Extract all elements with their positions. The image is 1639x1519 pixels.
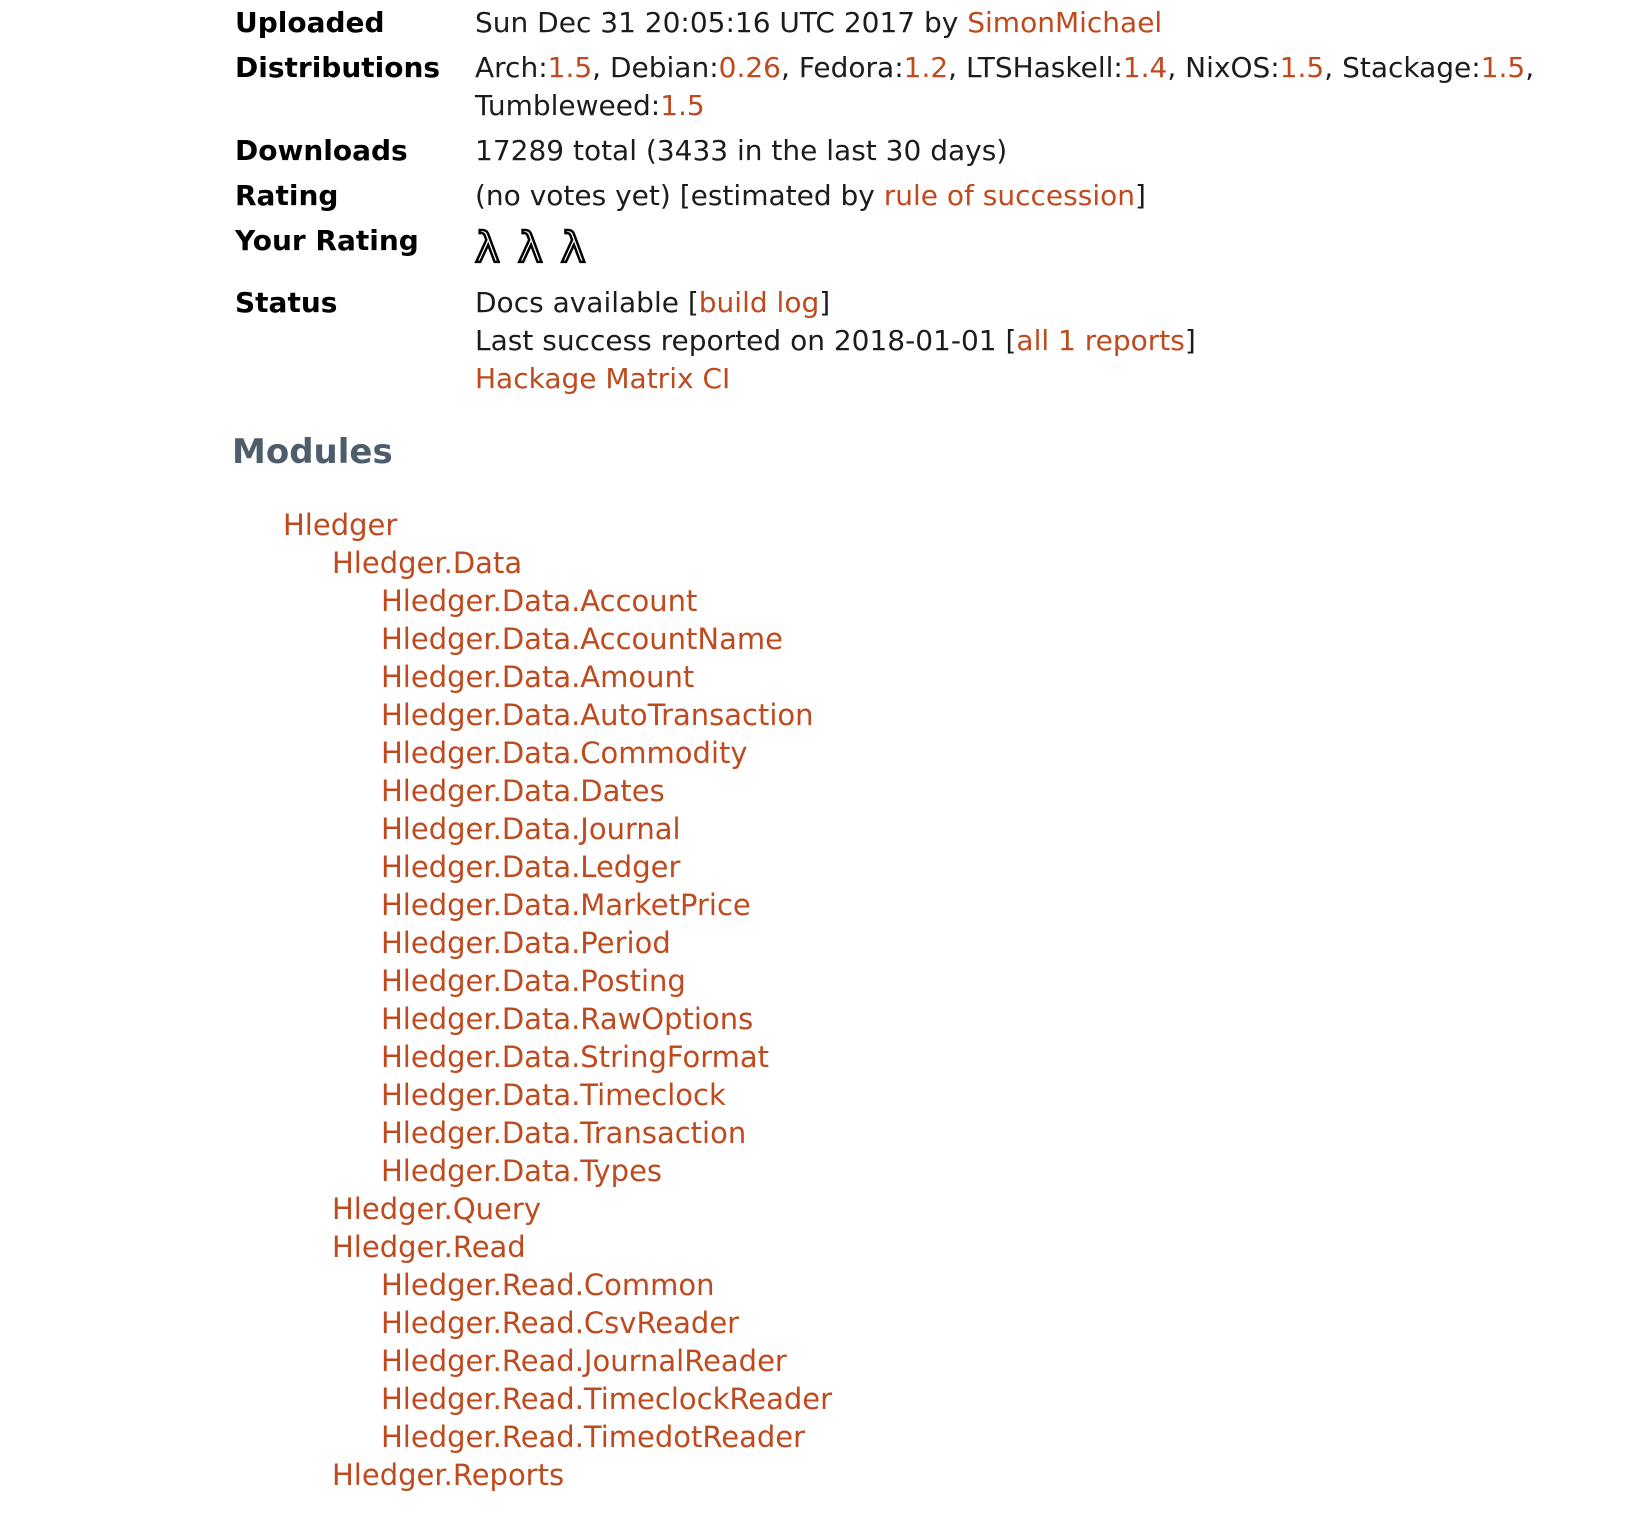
module-link[interactable]: Hledger.Data.Account [381,584,698,618]
distribution-version-link[interactable]: 1.4 [1122,51,1168,84]
rating-lambda-2-icon[interactable]: λ [517,223,543,272]
module-tree-item [381,696,1639,734]
uploader-link[interactable]: SimonMichael [967,6,1163,39]
module-link[interactable]: Hledger.Data.AccountName [381,622,783,656]
downloads-value: 17289 total (3433 in the last 30 days) [475,134,1008,167]
status-line-matrix [475,360,1575,398]
module-tree-item [381,924,1639,962]
module-link[interactable]: Hledger.Data.Posting [381,964,686,998]
module-tree [235,506,1639,1494]
module-link[interactable]: Hledger.Query [332,1192,541,1226]
rating-lambda-3-icon[interactable]: λ [560,223,586,272]
module-link[interactable]: Hledger.Data.Types [381,1154,663,1188]
build-log-link[interactable]: build log [698,286,820,319]
module-tree-item [381,1266,1639,1304]
module-tree-item [381,1038,1639,1076]
module-tree-item [381,1076,1639,1114]
module-link[interactable]: Hledger [283,508,398,542]
module-tree-item [381,658,1639,696]
module-tree-item [332,544,1639,1190]
status-success-text-after: ] [1184,324,1196,357]
distribution-name: NixOS: [1185,51,1280,84]
module-tree-item [381,1304,1639,1342]
module-link[interactable]: Hledger.Data.RawOptions [381,1002,754,1036]
module-link[interactable]: Hledger.Read.CsvReader [381,1306,740,1340]
distribution-version-link[interactable]: 1.5 [1279,51,1325,84]
rule-of-succession-link[interactable]: rule of succession [883,179,1135,212]
module-link[interactable]: Hledger.Read.TimeclockReader [381,1382,833,1416]
module-link[interactable]: Hledger.Data.Journal [381,812,681,846]
module-link[interactable]: Hledger.Read [332,1230,526,1264]
uploaded-value [475,4,1575,42]
distribution-version-link[interactable]: 1.2 [903,51,949,84]
distribution-name: Tumbleweed: [475,89,661,122]
module-link[interactable]: Hledger.Reports [332,1458,565,1492]
module-tree-item [381,1000,1639,1038]
module-link[interactable]: Hledger.Read.TimedotReader [381,1420,806,1454]
distribution-name: Arch: [475,51,548,84]
distributions-value: Arch:1.5, Debian:0.26, Fedora:1.2, LTSHaskell:1.4, NixOS:1.5, Stackage:1.5, Tumbleweed:1.5 [475,51,1535,122]
module-link[interactable]: Hledger.Data.Commodity [381,736,748,770]
rating-text-before: (no votes yet) [estimated by [475,179,884,212]
module-tree-item [381,1418,1639,1456]
your-rating-label: Your Rating [235,224,419,257]
all-reports-link[interactable]: all 1 reports [1016,324,1185,357]
rating-text-after: ] [1134,179,1146,212]
status-docs-text: Docs available [ [475,286,699,319]
distribution-name: Debian: [609,51,719,84]
status-success-text: Last success reported on 2018-01-01 [ [475,324,1017,357]
module-tree-item [381,886,1639,924]
module-tree-item [381,810,1639,848]
module-link[interactable]: Hledger.Data.Ledger [381,850,681,884]
module-tree-item [381,962,1639,1000]
distribution-version-link[interactable]: 0.26 [718,51,781,84]
module-tree-item [381,582,1639,620]
status-label: Status [235,286,338,319]
distribution-version-link[interactable]: 1.5 [660,89,705,122]
distributions-label: Distributions [235,51,441,84]
module-tree-item [381,1380,1639,1418]
status-value [475,284,1575,398]
hackage-matrix-ci-link[interactable]: Hackage Matrix CI [475,362,731,395]
module-tree-item [332,1228,1639,1456]
distribution-version-link[interactable]: 1.5 [547,51,593,84]
rating-label: Rating [235,179,339,212]
module-tree-item [381,620,1639,658]
status-docs-text-after: ] [819,286,831,319]
status-line-docs [475,284,1575,322]
module-link[interactable]: Hledger.Read.JournalReader [381,1344,787,1378]
distribution-name: Fedora: [798,51,904,84]
rating-lambda-1-icon[interactable]: λ [475,223,500,272]
rating-value [475,177,1575,215]
uploaded-label: Uploaded [235,6,385,39]
status-line-success [475,322,1575,360]
module-link[interactable]: Hledger.Data.AutoTransaction [381,698,814,732]
distribution-version-link[interactable]: 1.5 [1480,51,1526,84]
module-tree-item [332,1190,1639,1228]
module-link[interactable]: Hledger.Data [332,546,523,580]
uploaded-text: Sun Dec 31 20:05:16 UTC 2017 by [475,6,968,39]
module-link[interactable]: Hledger.Data.MarketPrice [381,888,751,922]
your-rating-value [475,222,1575,277]
module-link[interactable]: Hledger.Data.Transaction [381,1116,747,1150]
module-link[interactable]: Hledger.Data.Amount [381,660,695,694]
module-tree-item [381,734,1639,772]
module-link[interactable]: Hledger.Data.Timeclock [381,1078,726,1112]
module-tree-item [381,772,1639,810]
module-tree-item [332,1456,1639,1494]
module-link[interactable]: Hledger.Data.Period [381,926,671,960]
module-tree-item [381,1342,1639,1380]
downloads-label: Downloads [235,134,408,167]
module-tree-item [381,848,1639,886]
distribution-name: LTSHaskell: [965,51,1123,84]
module-tree-item [283,506,1639,1494]
module-link[interactable]: Hledger.Data.StringFormat [381,1040,770,1074]
module-tree-item [381,1152,1639,1190]
distribution-name: Stackage: [1342,51,1481,84]
module-link[interactable]: Hledger.Data.Dates [381,774,665,808]
module-link[interactable]: Hledger.Read.Common [381,1268,715,1302]
properties-table [235,4,1639,398]
modules-heading: Modules [232,432,393,472]
module-tree-item [381,1114,1639,1152]
